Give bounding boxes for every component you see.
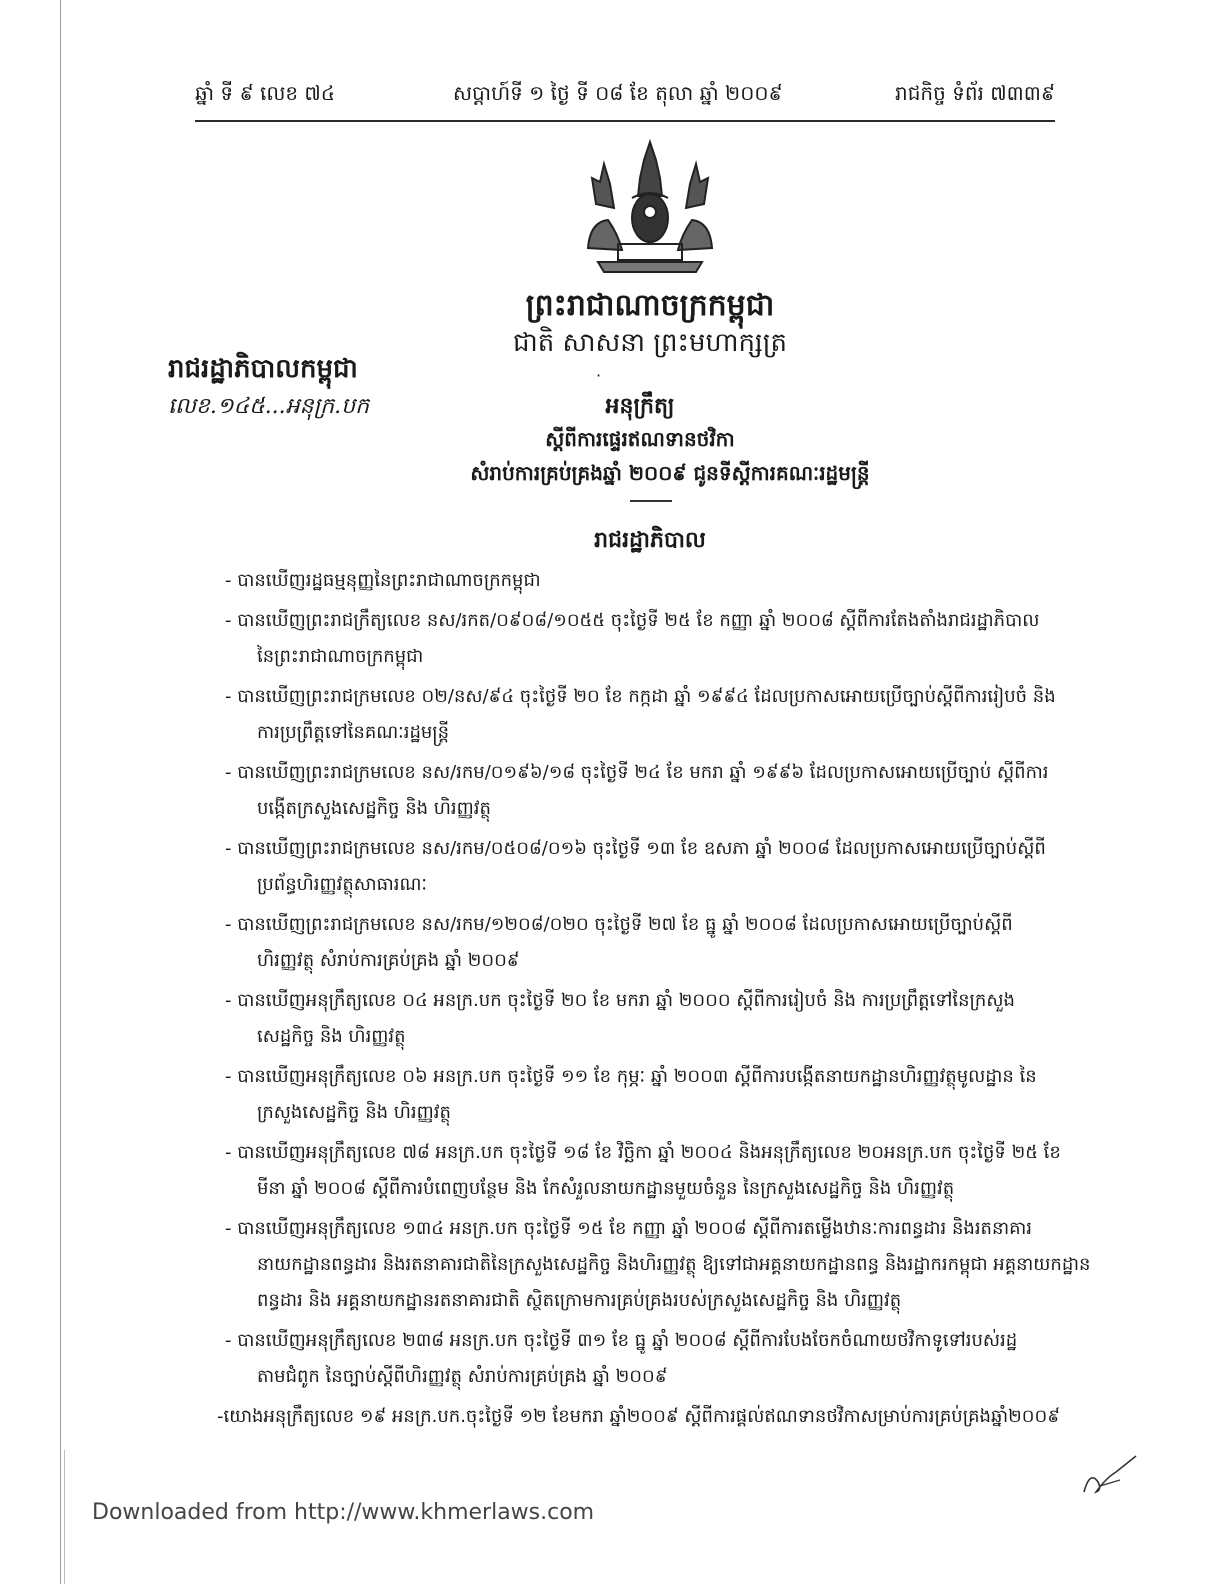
list-item: - បានឃើញព្រះរាជក្រមលេខ នស/រកម/០៥០៨/០១៦ ចុះថ្ងៃទី ១៣ ខែ ឧសភា ឆ្នាំ ២០០៨ ដែលប្រកាសអោយប្រើច្បាប់ស្តីពី ប្រព័ន្ធហិរញ្ញវត្ថុសាធារណៈ (225, 838, 1046, 895)
list-item: -យោងអនុក្រឹត្យលេខ ១៩ អនក្រ.បក.ចុះថ្ងៃទី ១២ ខែមករា ឆ្នាំ២០០៩ ស្តីពីការផ្តល់ឥណទានថវិកាសម្រាប់ការគ្រប់គ្រងឆ្នាំ២០០៩ (217, 1406, 1060, 1427)
list-item: - បានឃើញអនុក្រឹត្យលេខ ២៣៨ អនក្រ.បក ចុះថ្ងៃទី ៣១ ខែ ធ្នូ ឆ្នាំ ២០០៨ ស្តីពីការបែងចែកចំណាយថវិកាទូទៅរបស់រដ្ឋ តាមជំពូក នៃច្បាប់ស្តីពីហិរញ្ញវត្ថុ សំរាប់ការគ្រប់គ្រង ឆ្នាំ ២០០៩ (225, 1330, 1018, 1387)
header-issue-number: ឆ្នាំ ទី ៩ លេខ ៧៤ (195, 81, 335, 105)
list-item: - បានឃើញអនុក្រឹត្យលេខ ៧៨ អនក្រ.បក ចុះថ្ងៃទី ១៨ ខែ វិច្ឆិកា ឆ្នាំ ២០០៤ និងអនុក្រឹត្យលេខ ២០អនក្រ.បក ចុះថ្ងៃទី ២៥ ខែ មីនា ឆ្នាំ ២០០៨ ស្តីពីការបំពេញបន្ថែម និង កែសំរួលនាយកដ្ឋានមួយចំនួន នៃក្រសួងសេដ្ឋកិច្ច និង ហិរញ្ញវត្ថុ (225, 1142, 1061, 1199)
document-number: លេខ.១៤៥...អនុក្រ.បក (168, 394, 370, 419)
list-item: - បានឃើញអនុក្រឹត្យលេខ ១៣៤ អនក្រ.បក ចុះថ្ងៃទី ១៥ ខែ កញ្ញា ឆ្នាំ ២០០៨ ស្តីពីការតម្លើងឋានៈការពន្ធដារ និងរតនាគារ នាយកដ្ឋានពន្ធដារ និងរតនាគារជាតិនៃក្រសួងសេដ្ឋកិច្ច និងហិរញ្ញវត្ថុ ឱ្យទៅជាអគ្គនាយកដ្ឋានពន្ធ និងរដ្ឋាករកម្ពុជា អគ្គនាយកដ្ឋាន ពន្ធដារ និង អគ្គនាយកដ្ឋានរតនាគារជាតិ ស្ថិតក្រោមការគ្រប់គ្រងរបស់ក្រសួងសេដ្ឋកិច្ច និង ហិរញ្ញវត្ថុ (225, 1218, 1091, 1311)
list-item: - បានឃើញព្រះរាជក្រឹត្យលេខ នស/រកត/០៩០៨/១០៥៥ ចុះថ្ងៃទី ២៥ ខែ កញ្ញា ឆ្នាំ ២០០៨ ស្តីពីការតែងតាំងរាជរដ្ឋាភិបាល នៃព្រះរាជាណាចក្រកម្ពុជា (225, 610, 1040, 667)
government-heading: រាជរដ្ឋាភិបាលកម្ពុជា (168, 354, 358, 384)
subject-line-1: ស្តីពីការផ្ទេរឥណទានថវិកា (545, 427, 735, 451)
subject-line-2: សំរាប់ការគ្រប់គ្រងឆ្នាំ ២០០៩ ជូនទីស្តីការគណៈរដ្ឋមន្ត្រី (470, 461, 870, 485)
list-item: - បានឃើញព្រះរាជក្រមលេខ នស/រកម/០១៩៦/១៨ ចុះថ្ងៃទី ២៤ ខែ មករា ឆ្នាំ ១៩៩៦ ដែលប្រកាសអោយប្រើច្បាប់ ស្តីពីការ បង្កើតក្រសួងសេដ្ឋកិច្ច និង ហិរញ្ញវត្ថុ (225, 762, 1049, 819)
list-item: - បានឃើញអនុក្រឹត្យលេខ ០៦ អនក្រ.បក ចុះថ្ងៃទី ១១ ខែ កុម្ភៈ ឆ្នាំ ២០០៣ ស្តីពីការបង្កើតនាយកដ្ឋានហិរញ្ញវត្ថុមូលដ្ឋាន នៃ ក្រសួងសេដ្ឋកិច្ច និង ហិរញ្ញវត្ថុ (225, 1066, 1037, 1123)
header-page-number: រាជកិច្ច ទំព័រ ៧៣៣៩ (895, 81, 1055, 105)
preamble-clauses (217, 563, 1091, 1439)
royal-emblem-icon (578, 138, 723, 276)
motto-dot: · (596, 366, 602, 385)
left-margin-line-lower (64, 1450, 65, 1584)
handwritten-signature-icon (1080, 1452, 1140, 1498)
sub-decree-title: អនុក្រឹត្យ (605, 394, 675, 419)
left-margin-line (60, 0, 61, 1584)
national-motto: ជាតិ សាសនា ព្រះមហាក្សត្រ (513, 328, 787, 358)
kingdom-title: ព្រះរាជាណាចក្រកម្ពុជា (525, 288, 775, 323)
list-item: - បានឃើញព្រះរាជក្រមលេខ នស/រកម/១២០៨/០២០ ចុះថ្ងៃទី ២៧ ខែ ធ្នូ ឆ្នាំ ២០០៨ ដែលប្រកាសអោយប្រើច្បាប់ស្តីពី ហិរញ្ញវត្ថុ សំរាប់ការគ្រប់គ្រង ឆ្នាំ ២០០៩ (225, 914, 1013, 971)
list-item: - បានឃើញរដ្ឋធម្មនុញ្ញនៃព្រះរាជាណាចក្រកម្ពុជា (225, 570, 541, 591)
title-separator (630, 500, 672, 502)
gazette-header (195, 80, 1055, 112)
list-item: - បានឃើញព្រះរាជក្រមលេខ ០២/នស/៩៤ ចុះថ្ងៃទី ២០ ខែ កក្កដា ឆ្នាំ ១៩៩៤ ដែលប្រកាសអោយប្រើច្បាប់ស្តីពីការរៀបចំ និង ការប្រព្រឹត្តទៅនៃគណៈរដ្ឋមន្ត្រី (225, 686, 1056, 743)
header-date: សប្តាហ៍ទី ១ ថ្ងៃ ទី ០៨ ខែ តុលា ឆ្នាំ ២០០៩ (453, 81, 783, 105)
section-heading: រាជរដ្ឋាភិបាល (594, 528, 706, 553)
footer-download-source: Downloaded from http://www.khmerlaws.com (92, 1500, 595, 1525)
header-rule (195, 120, 1055, 122)
list-item: - បានឃើញអនុក្រឹត្យលេខ ០៤ អនក្រ.បក ចុះថ្ងៃទី ២០ ខែ មករា ឆ្នាំ ២០០០ ស្តីពីការរៀបចំ និង ការប្រព្រឹត្តទៅនៃក្រសួង សេដ្ឋកិច្ច និង ហិរញ្ញវត្ថុ (225, 990, 1015, 1047)
